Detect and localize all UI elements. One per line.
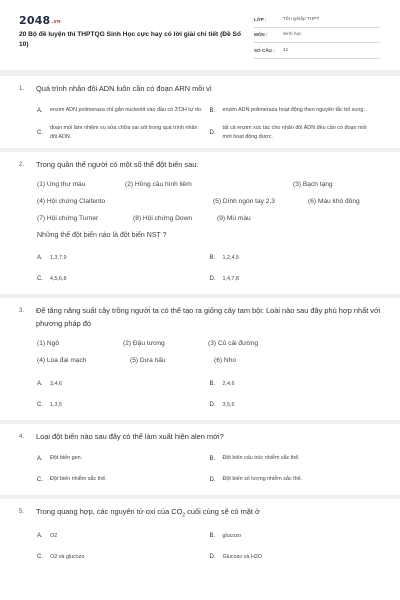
option-b[interactable] <box>210 249 383 267</box>
option-text: Đột biến gen. <box>50 455 83 462</box>
question-2 <box>0 152 400 299</box>
option-d[interactable] <box>210 471 383 489</box>
option-letter: C. <box>37 476 43 483</box>
question-number: 5. <box>19 508 25 515</box>
option-text: enzim ADN polimeraza hoạt động theo nguyên tắc bổ sung. <box>222 107 365 114</box>
list-item: (6) Nho <box>214 357 236 364</box>
option-c[interactable] <box>37 471 210 489</box>
option-letter: B. <box>209 381 216 387</box>
list-item: (2) Đậu tương <box>123 340 165 347</box>
list-item: (4) Hội chứng Claifento <box>37 198 106 205</box>
option-text: Đột biến nhiễm sắc thể. <box>50 476 107 483</box>
option-letter: A. <box>37 107 43 114</box>
option-letter: D. <box>209 276 216 282</box>
option-letter: B. <box>209 107 216 114</box>
question-4 <box>0 424 400 499</box>
answer-options <box>19 450 382 489</box>
option-letter: B. <box>209 533 216 540</box>
list-item: (4) Lúa đại mạch <box>37 357 87 364</box>
item-row <box>37 176 382 193</box>
option-text: Đột biến cấu trúc nhiễm sắc thể. <box>222 455 300 462</box>
option-text: enzim ADN polimeraza chỉ gắn nucleotit vào đầu có 3'OH tự do. <box>50 107 203 114</box>
option-text: Glucozo và H2O <box>222 554 263 561</box>
option-letter: D. <box>209 554 216 561</box>
option-text: 3,5,6 <box>222 401 235 408</box>
option-letter: D. <box>209 129 216 136</box>
question-text <box>36 506 382 522</box>
question-number: 1. <box>19 86 25 92</box>
subscript: 2 <box>182 511 186 518</box>
question-5 <box>0 499 400 573</box>
option-text: tất cả enzim xúc tác cho nhân đôi ADN đều cần có đoạn mồi mới hoạt động được. <box>222 125 367 140</box>
option-text: 1,3,7,9 <box>50 254 67 261</box>
option-text: O2 <box>50 533 58 540</box>
meta-key: MÔN : <box>254 32 268 38</box>
option-letter: A. <box>37 255 43 261</box>
question-text: Loại đột biến nào sau đây có thể làm xuất hiện alen mới? <box>36 432 224 441</box>
logo-text: 2048 <box>19 14 51 27</box>
option-letter: A. <box>37 533 43 540</box>
question-text: Để tăng năng suất cây trồng người ta có thể tạo ra giống cây tam bội: Loài nào sau đây phù hợp nhất với phương pháp đó <box>36 306 381 328</box>
option-d[interactable] <box>210 548 383 566</box>
option-letter: D. <box>209 476 216 483</box>
question-text: Trong quần thể người có một số thể đột biến sau: <box>36 159 199 169</box>
document-title: 20 Bộ đề luyện thi THPTQG Sinh Học cực hay có lời giải chi tiết (Đề Số 10) <box>19 31 241 48</box>
meta-row-count <box>254 43 380 59</box>
meta-row-subject <box>254 28 380 44</box>
meta-row-class <box>254 12 380 28</box>
item-row <box>37 335 382 352</box>
item-list <box>19 176 382 227</box>
option-c[interactable] <box>37 124 210 142</box>
document-meta <box>254 12 380 59</box>
page-header <box>0 0 400 72</box>
option-a[interactable] <box>37 450 210 468</box>
option-a[interactable] <box>37 249 210 267</box>
list-item: (6) Máu khó đông <box>308 198 360 205</box>
option-letter: A. <box>37 455 43 462</box>
item-row <box>37 210 382 227</box>
list-item: (3) Củ cải đường <box>208 340 259 347</box>
question-text-part: Trong quang hợp, các nguyên tử oxi của CO <box>36 506 183 516</box>
option-text: đoạn mồi làm nhiệm vụ sửa chữa sai sót trong quá trình nhân đôi ADN. <box>50 125 198 140</box>
option-b[interactable] <box>210 527 383 545</box>
meta-value: Sinh học <box>283 32 302 38</box>
option-letter: C. <box>37 276 43 282</box>
option-text: 1,2,4,5 <box>222 254 239 261</box>
meta-value: Tốt nghiệp THPT <box>283 16 320 22</box>
option-b[interactable] <box>210 102 383 120</box>
option-letter: B. <box>209 455 216 462</box>
option-a[interactable] <box>37 527 210 545</box>
option-d[interactable] <box>210 270 383 288</box>
option-letter: A. <box>37 381 43 387</box>
option-text: 3,4,6 <box>50 380 62 387</box>
answer-options <box>19 527 382 566</box>
list-item: (7) Hội chứng Turner <box>37 215 99 222</box>
item-row <box>37 352 382 369</box>
question-text-part: cuối cùng sẽ có mặt ở <box>185 506 260 516</box>
question-text: Quá trình nhân đôi ADN luôn cần có đoạn ARN mồi vì <box>36 84 212 93</box>
meta-key: SỐ CÂU : <box>254 47 275 53</box>
question-number: 3. <box>19 308 25 314</box>
question-list <box>0 76 400 572</box>
option-d[interactable] <box>210 396 383 414</box>
option-text: 1,3,5 <box>50 401 62 408</box>
list-item: (1) Ngô <box>37 340 59 347</box>
meta-key: LỚP : <box>254 16 267 22</box>
option-text: 2,4,6 <box>222 380 235 387</box>
list-item: (9) Mù màu <box>217 215 251 222</box>
answer-options <box>19 102 382 142</box>
question-number: 2. <box>19 161 25 168</box>
meta-value: 41 <box>283 47 289 53</box>
option-text: Đột biến số lượng nhiễm sắc thể. <box>222 476 303 483</box>
option-letter: C. <box>37 129 43 136</box>
question-3 <box>0 298 400 424</box>
site-logo[interactable] <box>19 14 61 27</box>
option-letter: D. <box>209 402 216 408</box>
list-item: (2) Hồng cầu hình liềm <box>125 181 192 188</box>
option-a[interactable] <box>37 375 210 393</box>
option-text: 1,4,7,8 <box>222 275 239 282</box>
item-list <box>19 335 382 369</box>
list-item: (1) Ung thư máu <box>37 181 86 188</box>
list-item: (5) Dính ngón tay 2,3 <box>213 198 275 205</box>
list-item: (8) Hội chứng Down <box>133 215 193 222</box>
option-letter: B. <box>209 255 216 261</box>
option-text: 4,5,6,8 <box>50 275 67 282</box>
answer-options <box>19 249 382 288</box>
logo-suffix: .vn <box>51 19 61 25</box>
option-a[interactable] <box>37 102 210 120</box>
list-item: (3) Bạch tạng <box>293 181 333 188</box>
item-row <box>37 193 382 210</box>
option-c[interactable] <box>37 396 210 414</box>
option-d[interactable] <box>210 124 383 142</box>
option-text: O2 và glucozo <box>50 554 85 561</box>
option-c[interactable] <box>37 548 210 566</box>
option-b[interactable] <box>210 375 383 393</box>
list-item: (5) Dưa hấu <box>130 357 166 364</box>
answer-options <box>19 375 382 414</box>
question-stem: Những thể đột biến nào là đột biến NST ? <box>37 232 167 239</box>
option-letter: C. <box>37 554 43 561</box>
option-letter: C. <box>37 402 43 408</box>
option-b[interactable] <box>210 450 383 468</box>
question-number: 4. <box>19 434 25 440</box>
question-1 <box>0 76 400 152</box>
option-text: glucozo <box>222 533 242 540</box>
option-c[interactable] <box>37 270 210 288</box>
